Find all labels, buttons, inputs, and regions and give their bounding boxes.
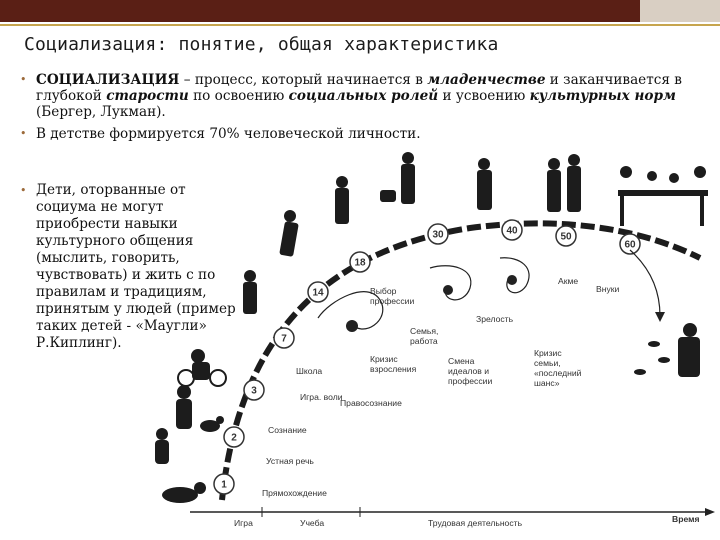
label-acme: Акме [558,276,579,286]
age-label: 3 [251,385,257,397]
change-loop-dot [443,285,453,295]
age-label: 30 [432,229,444,241]
grandchildren-arrow [630,250,660,316]
label-will-play: Игра. воли [300,392,343,402]
bullet-marker: • [20,184,27,197]
grandchildren-arrowhead [655,312,665,322]
time-axis-arrow [705,508,715,516]
bullet-marker: • [20,73,27,86]
silhouette-family-table [618,166,708,226]
bullet-text-part: и заканчивается в глубокой [36,72,682,104]
bullet-text-part: В детстве формируется 70% человеческой личности. [36,126,421,142]
silhouette-couple [547,154,581,212]
label-maturity: Зрелость [476,314,514,324]
age-label: 60 [624,239,636,251]
bullet-text-part: и усвоению [438,88,530,104]
bullet-text-part: культурных норм [529,88,676,104]
change-loop-arrow [430,266,471,300]
label-maturation-crisis: Кризис взросления [370,354,417,374]
bullet-text-part: старости [106,88,189,104]
age-label: 2 [231,432,237,444]
silhouette-businessman [477,158,492,210]
silhouette-waving-man [335,176,349,224]
axis-label-work: Трудовая деятельность [428,518,523,528]
bullet-text-part: – процесс, который начинается в [179,72,428,88]
label-grandchildren: Внуки [596,284,620,294]
maturity-loop-arrow [500,258,529,293]
bullet-marker: • [20,127,27,140]
crisis-loop-dot [346,320,358,332]
label-upright: Прямохождение [262,488,327,498]
axis-label-study: Учеба [300,518,325,528]
silhouette-crawling-baby [162,482,206,503]
silhouette-elder-feeding-birds [634,323,700,377]
label-legal-awareness: Правосознание [340,398,402,408]
label-career-choice: Выбор профессии [370,286,415,306]
axis-label-play: Игра [234,518,253,528]
bullet-text-part: младенчестве [427,72,546,88]
bullet-text-part: СОЦИАЛИЗАЦИЯ [36,72,180,88]
label-ideal-change: Смена идеалов и профессии [448,356,493,386]
mowgli-text: Дети, оторванные от социума не могут приобрести навыки культурного общения (мыслить, говорить, чувствовать) и жить с по правилам и традициям, принятым у людей (пример таких детей - «Маугли» Р.Киплинг). [36,182,236,351]
silhouette-cyclist [178,349,226,386]
age-label: 18 [354,257,366,269]
age-label: 7 [281,333,287,345]
bullet-text-part: по освоению [188,88,289,104]
age-label: 50 [560,231,572,243]
silhouette-mother-stroller [380,152,415,204]
label-family-crisis: Кризис семьи, «последний шанс» [534,348,582,388]
silhouette-cleaner [279,210,299,257]
label-consciousness: Сознание [268,425,307,435]
silhouette-schoolboy [243,270,257,314]
label-school: Школа [296,366,323,376]
silhouette-toddler [155,428,169,464]
axis-label-time: Время [672,514,700,524]
age-markers [214,220,640,494]
silhouette-child-with-dog [176,385,224,432]
label-speech: Устная речь [266,456,314,466]
age-label: 1 [221,479,227,491]
slide-title: Социализация: понятие, общая характеристика [24,34,499,55]
maturity-loop-dot [507,275,517,285]
age-label: 40 [506,225,518,237]
bullet-text-part: социальных ролей [288,88,439,104]
label-family-work: Семья, работа [410,326,439,346]
bullet-text-part: (Бергер, Лукман). [36,104,166,120]
age-label: 14 [312,287,324,299]
